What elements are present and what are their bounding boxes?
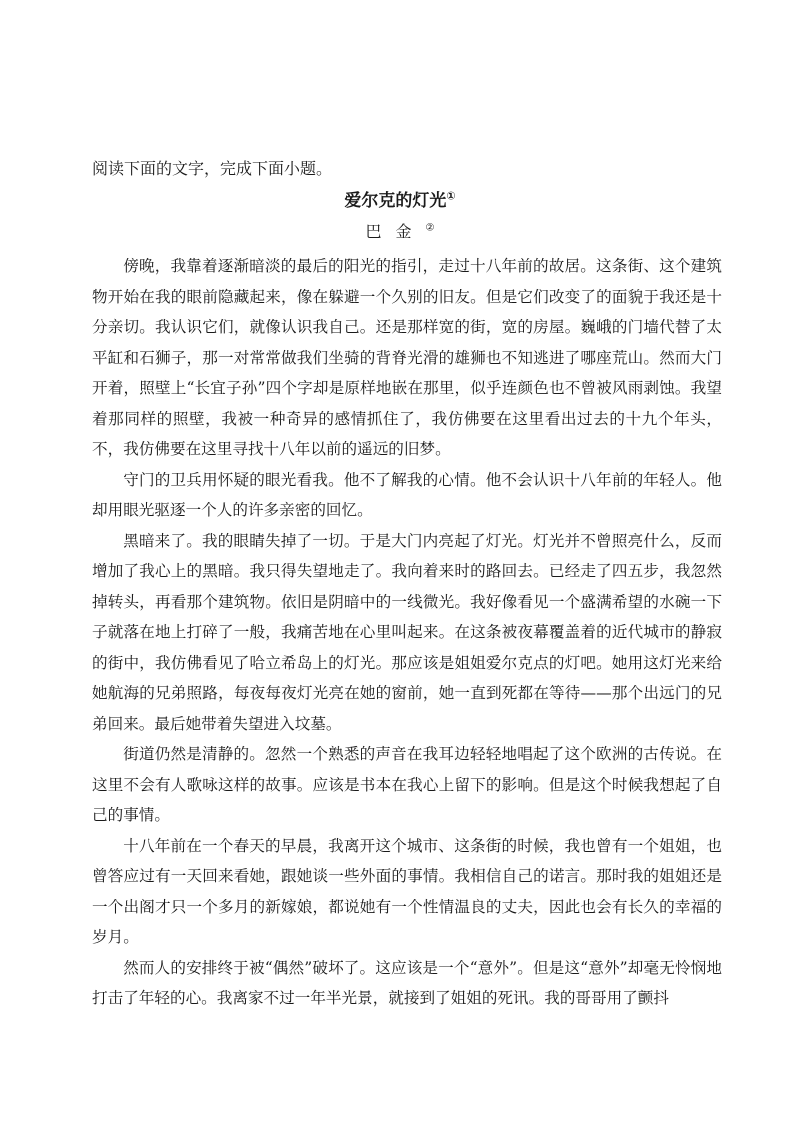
author-name: 巴金	[365, 222, 426, 241]
article-author	[0, 220, 800, 244]
paragraph: 街道仍然是清静的。忽然一个熟悉的声音在我耳边轻轻地唱起了这个欧洲的古传说。在这里不会有人歌咏这样的故事。应该是书本在我心上留下的影响。但是这个时候我想起了自己的事情。	[92, 745, 722, 824]
paragraph: 守门的卫兵用怀疑的眼光看我。他不了解我的心情。他不会认识十八年前的年轻人。他却用眼光驱逐一个人的许多亲密的回忆。	[92, 470, 722, 519]
paragraph: 然而人的安排终于被“偶然”破坏了。这应该是一个“意外”。但是这“意外”却毫无怜悯地打击了年轻的心。我离家不过一年半光景，就接到了姐姐的死讯。我的哥哥用了颤抖	[92, 958, 722, 1007]
paragraph: 黑暗来了。我的眼睛失掉了一切。于是大门内亮起了灯光。灯光并不曾照亮什么，反而增加了我心上的黑暗。我只得失望地走了。我向着来时的路回去。已经走了四五步，我忽然掉转头，再看那个建筑物。依旧是阴暗中的一线微光。我好像看见一个盛满希望的水碗一下子就落在地上打碎了一般，我痛苦地在心里叫起来。在这条被夜幕覆盖着的近代城市的静寂的街中，我仿佛看见了哈立希岛上的灯光。那应该是姐姐爱尔克点的灯吧。她用这灯光来给她航海的兄弟照路，每夜每夜灯光亮在她的窗前，她一直到死都在等待——那个出远门的兄弟回来。最后她带着失望进入坟墓。	[92, 531, 722, 733]
reading-instruction: 阅读下面的文字，完成下面小题。	[92, 159, 333, 178]
paragraph: 傍晚，我靠着逐渐暗淡的最后的阳光的指引，走过十八年前的故居。这条街、这个建筑物开始在我的眼前隐藏起来，像在躲避一个久别的旧友。但是它们改变了的面貌于我还是十分亲切。我认识它们，就像认识我自己。还是那样宽的街，宽的房屋。巍峨的门墙代替了太平缸和石狮子，那一对常常做我们坐骑的背脊光滑的雄狮也不知逃进了哪座荒山。然而大门开着，照壁上“长宜子孙”四个字却是原样地嵌在那里，似乎连颜色也不曾被风雨剥蚀。我望着那同样的照壁，我被一种奇异的感情抓住了，我仿佛要在这里看出过去的十九个年头，不，我仿佛要在这里寻找十八年以前的遥远的旧梦。	[92, 257, 722, 458]
paragraph: 十八年前在一个春天的早晨，我离开这个城市、这条街的时候，我也曾有一个姐姐，也曾答应过有一天回来看她，跟她谈一些外面的事情。我相信自己的诺言。那时我的姐姐还是一个出阁才只一个多月的新嫁娘，都说她有一个性情温良的丈夫，因此也会有长久的幸福的岁月。	[92, 836, 722, 946]
article-title-text: 爱尔克的灯光	[344, 191, 447, 211]
article-title	[0, 189, 800, 213]
author-footnote-mark: ②	[425, 222, 435, 234]
title-footnote-mark: ①	[446, 189, 456, 203]
article-body	[92, 251, 722, 1014]
